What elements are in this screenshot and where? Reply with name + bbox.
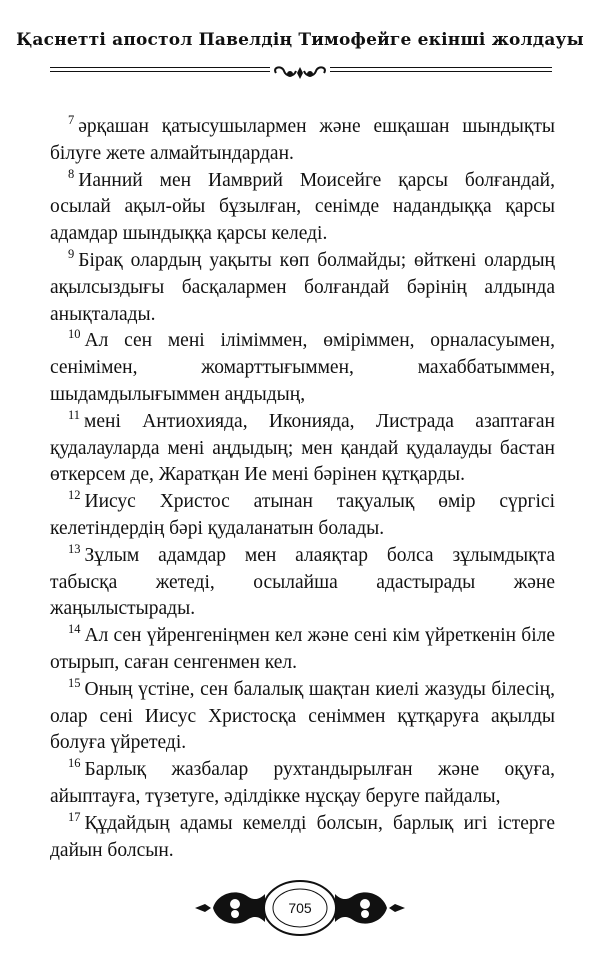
verse-number: 7 [68,113,75,127]
verse [50,114,555,168]
verse [50,489,555,543]
verse-number: 10 [68,327,81,342]
verse-body: мені Антиохияда, Иконияда, Листрада азаптаған қудалауларда мені аңдыдың; мен қандай қудалауды бастан өткерсем де, Жаратқан Ие мені бәрінен құтқарды. [50,410,555,486]
verse-number: 12 [68,488,81,503]
verse [50,757,555,811]
verse-text [50,114,555,864]
verse [50,811,555,865]
verse-body: Зұлым адамдар мен алаяқтар болса зұлымдықта табысқа жетеді, осылайша адастырады және жаңылыстырады. [50,544,555,620]
verse-number: 14 [68,622,81,637]
verse [50,623,555,677]
running-header: Қаснетті апостол Павелдің Тимофейге екінші жолдауы [16,30,584,50]
verse [50,409,555,489]
header-ornament-icon [270,65,330,85]
verse-body: Құдайдың адамы кемелді болсын, барлық игі істерге дайын болсын. [50,812,555,861]
verse-number: 9 [68,246,75,261]
verse [50,677,555,757]
verse-body: Иисус Христос атынан тақуалық өмір сүргісі келетіндердің бәрі қудаланатын болады. [50,491,555,539]
verse [50,328,555,408]
verse-body: Бірақ олардың уақыты көп болмайды; өйткені олардың ақылсыздығы басқалармен болғандай бәрінің алдында анықталады. [50,249,555,325]
verse-number: 8 [68,166,75,181]
verse [50,168,555,248]
verse [50,543,555,623]
verse-body: Оның үстіне, сен балалық шақтан киелі жазуды білесің, олар сені Иисус Христосқа сеніммен құтқаруға ақылды болуға үйретеді. [50,678,555,754]
verse-body: Ал сен үйренгеніңмен кел және сені кім үйреткенін біле отырып, саған сенгенмен кел. [50,625,555,673]
verse-number: 11 [68,407,81,422]
verse-body: Барлық жазбалар рухтандырылған және оқуға, айыптауға, түзетуге, әділдікке нұсқау беруге пайдалы, [50,759,555,807]
verse-body: Ал сен мені іліміммен, өміріммен, орналасуымен, сенімімен, жомарттығыммен, махаббатыммен, шыдамдылығыммен аңдыдың, [50,330,555,405]
verse-number: 13 [68,541,81,556]
verse-number: 16 [68,756,81,771]
verse-body: Ианний мен Иамврий Моисейге қарсы болғандай, осылай ақыл-ойы бұзылған, сенімде надандыққа қарсы адамдар шындыққа қарсы келеді. [50,169,555,245]
page-number: 705 [288,900,312,916]
verse-body: әрқашан қатысушылармен және ешқашан шындықты білуге жете алмайтындардан. [50,116,555,164]
verse [50,248,555,328]
verse-number: 15 [68,675,81,690]
verse-number: 17 [68,809,81,824]
